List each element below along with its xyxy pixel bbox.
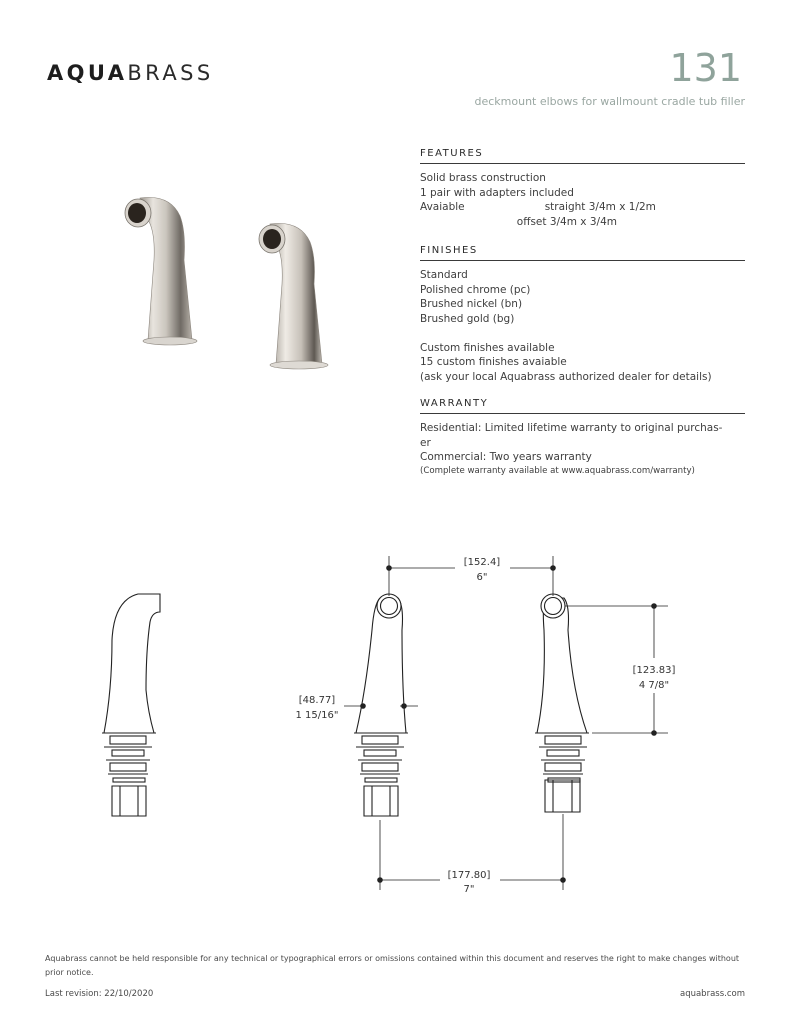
finishes-line: Standard (420, 269, 468, 281)
features-line: 1 pair with adapters included (420, 186, 574, 199)
last-revision: Last revision: 22/10/2020 (45, 989, 154, 999)
dim-bottom-mm: [177.80] (447, 870, 491, 881)
dim-dia-in: 1 15/16" (295, 710, 339, 721)
finishes-line: Brushed gold (bg) (420, 312, 515, 325)
features-heading: FEATURES (420, 148, 745, 164)
elbow-left (125, 197, 197, 345)
warranty-note: (Complete warranty available at www.aquabrass.com/warranty) (420, 465, 695, 476)
finishes-line: Brushed nickel (bn) (420, 298, 523, 310)
brand-logo (47, 61, 214, 85)
features-line: Solid brass construction (420, 172, 546, 184)
features-body (420, 171, 745, 229)
website-link[interactable]: aquabrass.com (679, 989, 745, 999)
warranty-line: Residential: Limited lifetime warranty to original purchas- (420, 422, 723, 434)
warranty-heading: WARRANTY (420, 398, 745, 414)
side-view-drawing (102, 594, 160, 816)
dim-top-mm: [152.4] (463, 557, 501, 568)
warranty-line: Commercial: Two years warranty (420, 451, 592, 463)
dim-bottom-in: 7" (463, 884, 475, 895)
technical-drawing (0, 540, 792, 910)
finishes-line (420, 326, 745, 341)
warranty-section (420, 398, 745, 478)
features-section (420, 148, 745, 229)
finishes-line: 15 custom finishes avaiable (420, 356, 567, 368)
disclaimer: Aquabrass cannot be held responsible for any technical or typographical errors or omissions contained within this document and reserves the right to make changes without prior notice. (45, 954, 740, 977)
finishes-section (420, 245, 745, 384)
brand-logo-part2: BRASS (127, 61, 214, 85)
warranty-line: er (420, 436, 431, 449)
finishes-line: (ask your local Aquabrass authorized dealer for details) (420, 370, 712, 383)
dim-height-in: 4 7/8" (638, 680, 670, 691)
dim-height-mm: [123.83] (632, 665, 676, 676)
product-subtitle: deckmount elbows for wallmount cradle tub filler (474, 95, 745, 108)
finishes-line: Custom finishes available (420, 341, 555, 354)
elbow-right (259, 223, 328, 369)
features-line: offset 3/4m x 3/4m (420, 215, 617, 228)
product-number: 131 (669, 46, 742, 90)
finishes-body (420, 268, 745, 384)
front-view-drawing-2 (535, 594, 589, 812)
finishes-line: Polished chrome (pc) (420, 283, 531, 296)
dim-dia-mm: [48.77] (298, 695, 336, 706)
features-line: Avaiable straight 3/4m x 1/2m (420, 201, 656, 213)
warranty-body (420, 421, 745, 478)
brand-logo-part1: AQUA (47, 61, 128, 85)
finishes-heading: FINISHES (420, 245, 745, 261)
dim-top-in: 6" (476, 572, 488, 583)
product-photo (110, 190, 350, 380)
